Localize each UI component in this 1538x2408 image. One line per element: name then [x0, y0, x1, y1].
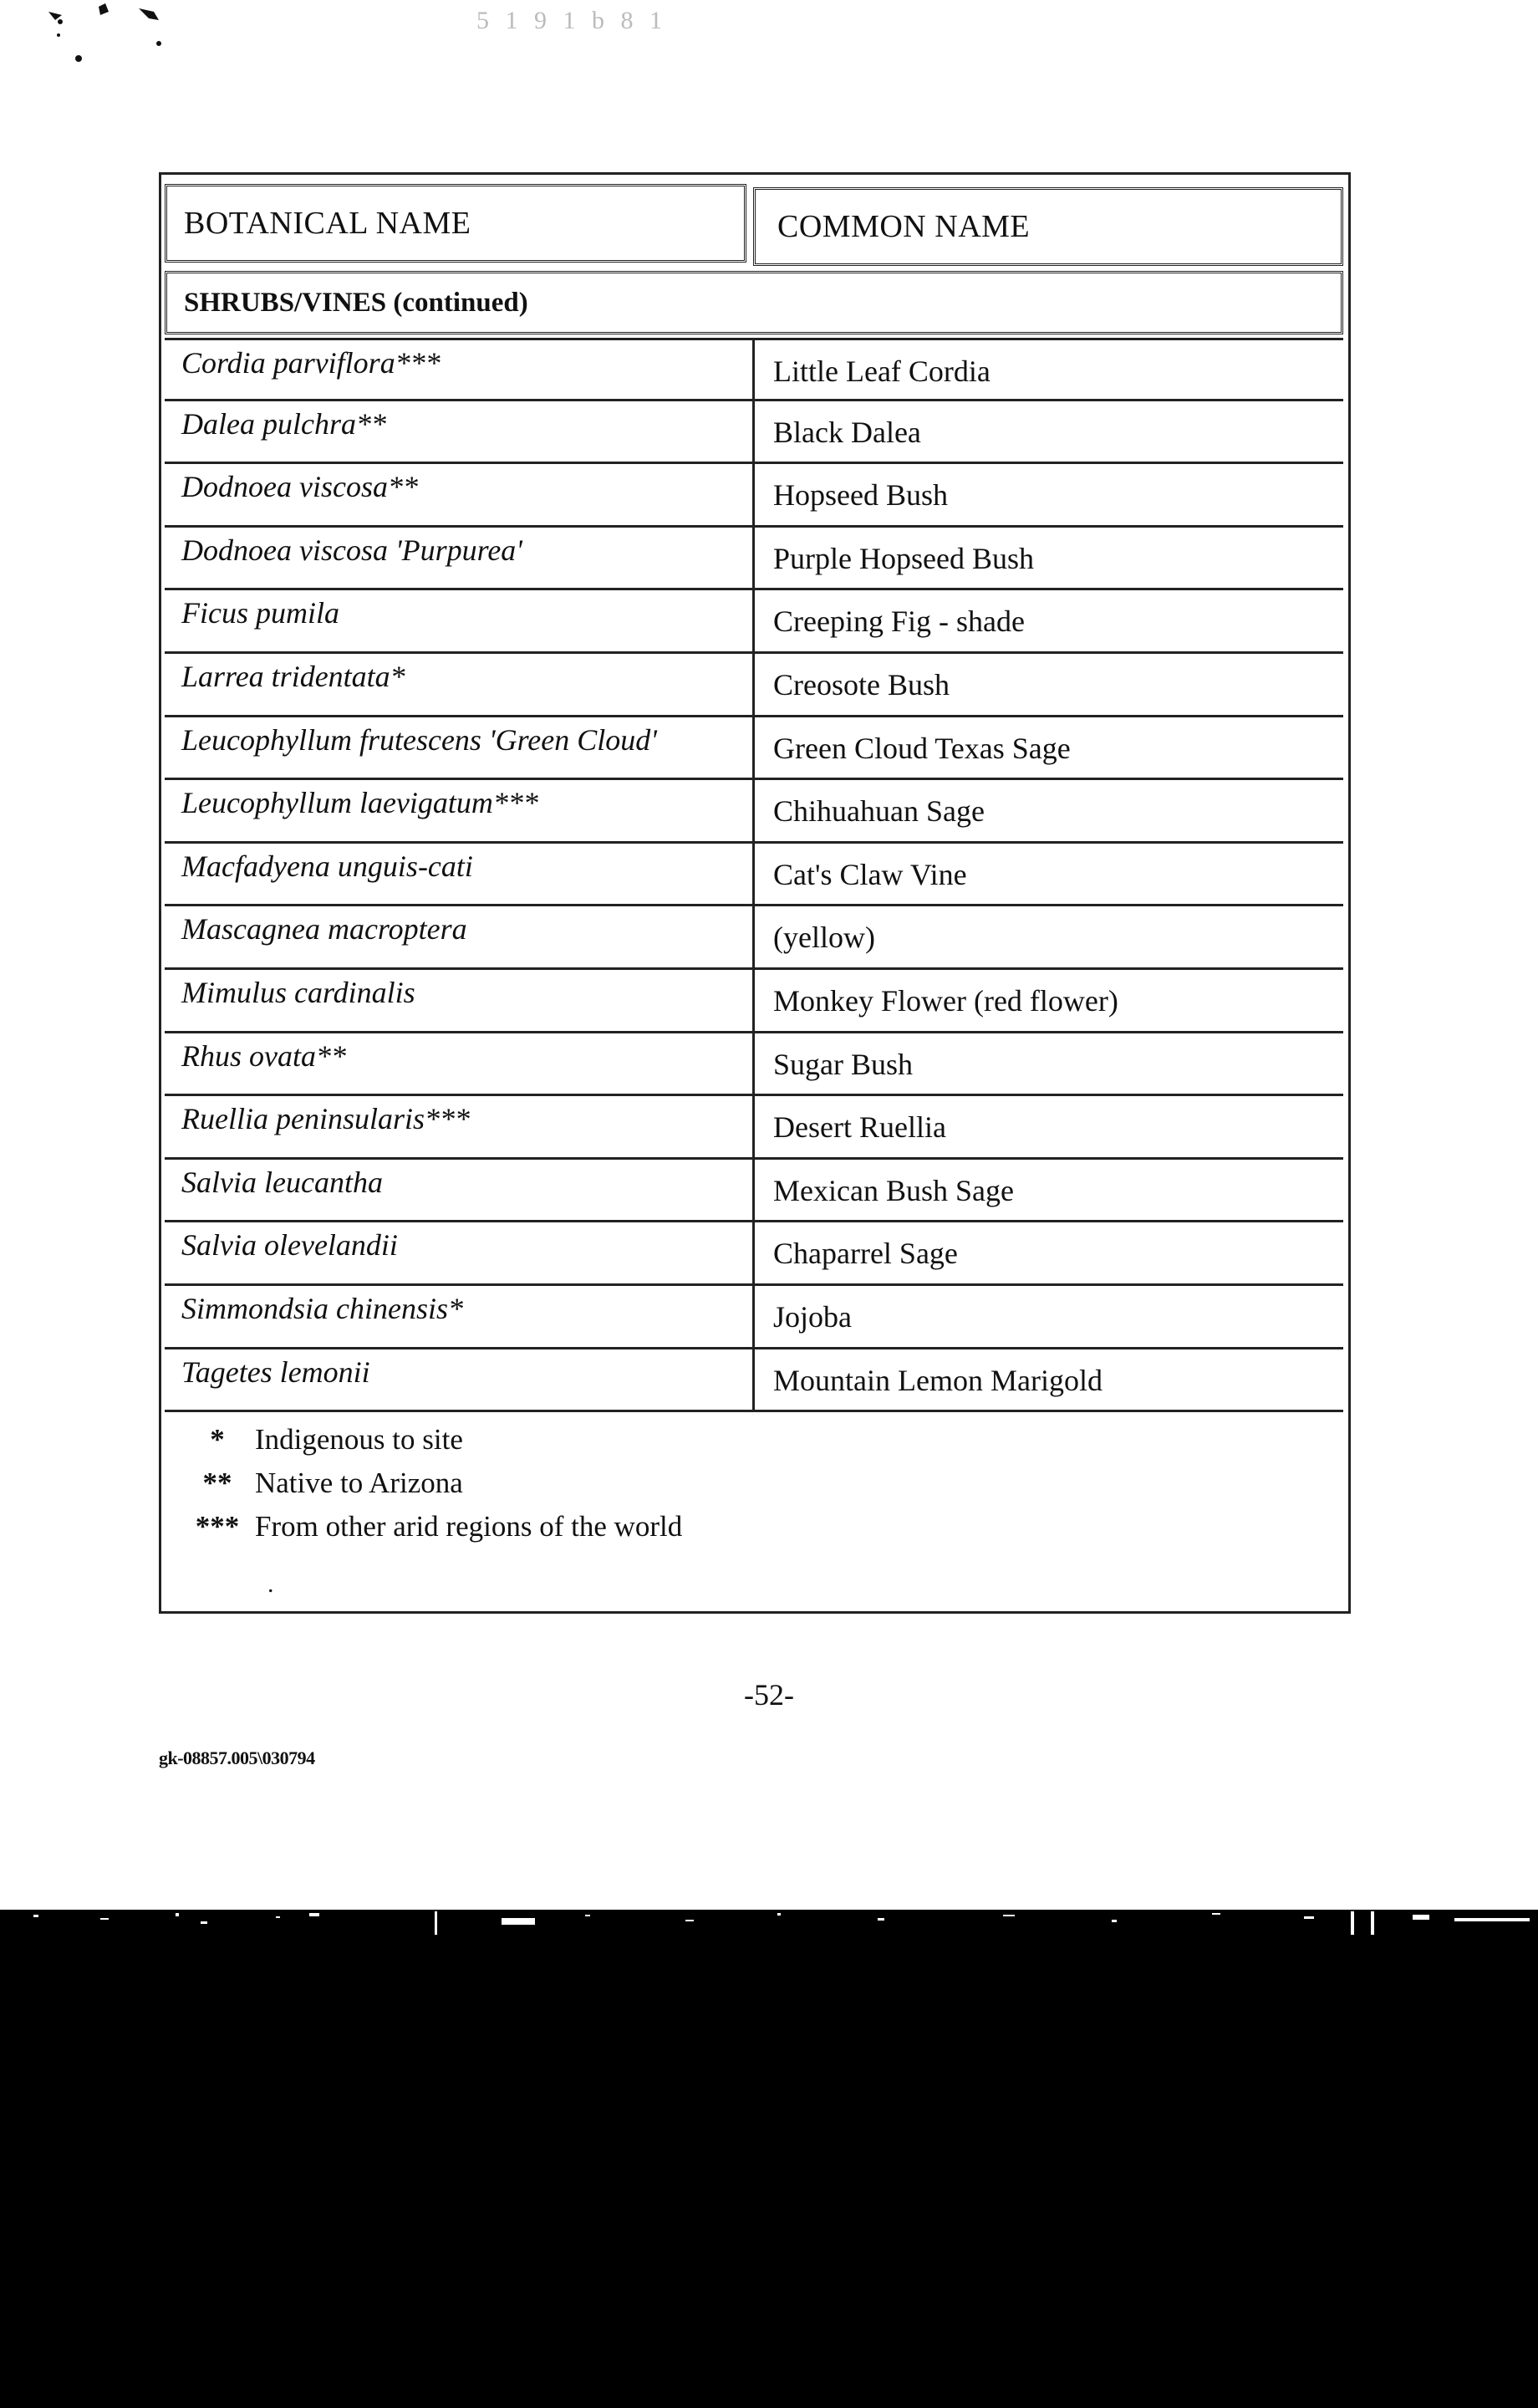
- table-row: [165, 1286, 1343, 1349]
- table-row: [165, 528, 1343, 591]
- legend-item: [180, 1462, 682, 1505]
- plant-rows: [165, 338, 1343, 1412]
- botanical-name-cell: Ruellia peninsularis***: [165, 1096, 755, 1157]
- common-name-cell: Black Dalea: [773, 415, 921, 449]
- table-row: [165, 590, 1343, 654]
- common-name-cell: Jojoba: [773, 1299, 852, 1334]
- section-title: SHRUBS/VINES (continued): [165, 271, 1343, 334]
- botanical-name-cell: Macfadyena unguis-cati: [165, 844, 755, 905]
- common-name-cell: Little Leaf Cordia: [773, 355, 991, 388]
- table-row: [165, 780, 1343, 844]
- common-name-cell: Chihuahuan Sage: [773, 794, 985, 829]
- scan-band-edge-noise: [0, 1910, 1538, 1940]
- table-row: [165, 844, 1343, 907]
- botanical-name-cell: Rhus ovata**: [165, 1033, 755, 1094]
- common-name-cell: Creeping Fig - shade: [773, 605, 1025, 639]
- table-row: [165, 1222, 1343, 1286]
- botanical-name-cell: Tagetes lemonii: [165, 1349, 755, 1411]
- botanical-name-cell: Dalea pulchra**: [165, 401, 755, 462]
- page-number: -52-: [744, 1678, 794, 1712]
- common-name-cell: Green Cloud Texas Sage: [773, 731, 1071, 765]
- table-row: [165, 1160, 1343, 1223]
- common-name-cell: Desert Ruellia: [773, 1110, 946, 1145]
- botanical-name-cell: Mascagnea macroptera: [165, 906, 755, 967]
- table-row: [165, 654, 1343, 717]
- legend-text: Indigenous to site: [255, 1423, 463, 1456]
- document-code: gk-08857.005\030794: [159, 1747, 315, 1768]
- botanical-name-cell: Leucophyllum laevigatum***: [165, 780, 755, 841]
- table-row: [165, 1096, 1343, 1160]
- botanical-name-cell: Simmondsia chinensis*: [165, 1286, 755, 1347]
- legend-symbol: *: [210, 1423, 225, 1456]
- common-name-cell: Mexican Bush Sage: [773, 1173, 1014, 1207]
- common-name-cell: Monkey Flower (red flower): [773, 983, 1118, 1018]
- table-row: [165, 1033, 1343, 1097]
- table-row: [165, 401, 1343, 465]
- header-common-name: COMMON NAME: [753, 187, 1343, 266]
- stray-dot: .: [267, 1570, 274, 1598]
- common-name-cell: Hopseed Bush: [773, 478, 948, 513]
- botanical-name-cell: Ficus pumila: [165, 590, 755, 651]
- table-row: [165, 464, 1343, 528]
- legend-symbol: **: [202, 1467, 232, 1499]
- botanical-name-cell: Larrea tridentata*: [165, 654, 755, 715]
- common-name-cell: Sugar Bush: [773, 1047, 914, 1081]
- common-name-cell: Creosote Bush: [773, 667, 950, 701]
- botanical-name-cell: Mimulus cardinalis: [165, 970, 755, 1031]
- botanical-name-cell: Salvia olevelandii: [165, 1222, 755, 1283]
- table-row: [165, 906, 1343, 970]
- table-row: [165, 338, 1343, 401]
- common-name-cell: Cat's Claw Vine: [773, 857, 967, 891]
- header-botanical-name: BOTANICAL NAME: [165, 184, 746, 263]
- common-name-cell: Mountain Lemon Marigold: [773, 1363, 1103, 1397]
- table-row: [165, 717, 1343, 781]
- legend-text: Native to Arizona: [255, 1467, 463, 1499]
- scan-specks: [0, 0, 217, 75]
- botanical-name-cell: Leucophyllum frutescens 'Green Cloud': [165, 717, 755, 778]
- legend-item: [180, 1505, 682, 1548]
- table-row: [165, 970, 1343, 1033]
- scan-black-band: [0, 1910, 1538, 2408]
- botanical-name-cell: Salvia leucantha: [165, 1160, 755, 1221]
- scan-header-noise: 5 1 9 1 b 8 1: [476, 7, 667, 34]
- botanical-name-cell: Cordia parviflora***: [165, 340, 755, 399]
- legend: [180, 1418, 682, 1548]
- legend-text: From other arid regions of the world: [255, 1510, 683, 1543]
- common-name-cell: Chaparrel Sage: [773, 1237, 958, 1271]
- table-row: [165, 1349, 1343, 1413]
- botanical-name-cell: Dodnoea viscosa**: [165, 464, 755, 525]
- legend-symbol: ***: [195, 1510, 240, 1543]
- common-name-cell: Purple Hopseed Bush: [773, 541, 1034, 575]
- common-name-cell: (yellow): [773, 921, 875, 955]
- botanical-name-cell: Dodnoea viscosa 'Purpurea': [165, 528, 755, 589]
- legend-item: [180, 1418, 682, 1462]
